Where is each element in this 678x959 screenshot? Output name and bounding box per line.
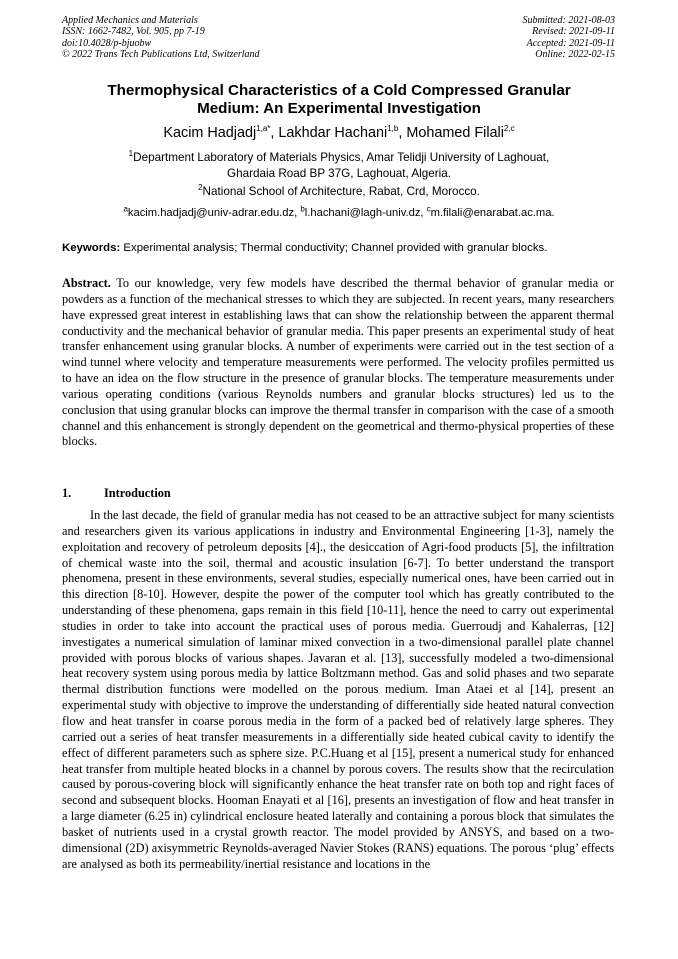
author-superscript: 2,c xyxy=(503,124,515,134)
email-address: m.filali@enarabat.ac.ma. xyxy=(430,207,555,219)
author-superscript: 1,b xyxy=(387,124,399,134)
author-name: Kacim Hadjadj xyxy=(163,125,257,141)
date-accepted: Accepted: 2021-09-11 xyxy=(526,37,615,49)
affiliation-superscript: 2 xyxy=(198,183,203,193)
keywords-label: Keywords: xyxy=(62,242,121,254)
section-heading xyxy=(62,486,171,501)
email-superscript: b xyxy=(300,204,305,214)
author-superscript: 1,a* xyxy=(256,124,271,134)
abstract-text: To our knowledge, very few models have described the thermal behavior of granular media or powders as a function of the mechanical stresses to which they are subjected. In recent years, many researchers have expressed great interest in establishing laws that can show the relationship between the apparent thermal conductivity and the mechanical behavior of granular media. This paper presents an experimental study of heat transfer enhancement using granular blocks. A number of experiments were carried out in the test section of a wind tunnel where velocity and temperature measurements were performed. The velocity profiles permitted us to have an idea on the flow structure in the presence of granular blocks. The temperature measurements under various operating conditions (various Reynolds numbers and granular blocks structures) led us to the conclusion that using granular blocks can improve the thermal transfer in comparison with the case of a smooth channel and this enhancement is strongly dependent on the geometrical and thermo-physical properties of these blocks. xyxy=(62,276,614,449)
title-line-1: Thermophysical Characteristics of a Cold Compressed Granular xyxy=(107,82,571,99)
journal-issn: ISSN: 1662-7482, Vol. 905, pp 7-19 xyxy=(62,26,205,38)
email-superscript: c xyxy=(426,204,431,214)
affiliation-1 xyxy=(40,150,638,181)
affiliation-line: National School of Architecture, Rabat, Crd, Morocco. xyxy=(202,185,480,198)
journal-header xyxy=(62,15,260,61)
affiliation-line: Ghardaia Road BP 37G, Laghouat, Algeria. xyxy=(227,166,451,180)
email-address: kacim.hadjadj@univ-adrar.edu.dz, xyxy=(127,207,301,219)
email-address: l.hachani@lagh-univ.dz, xyxy=(304,207,427,219)
affiliation-2 xyxy=(40,184,638,200)
author-list xyxy=(40,124,638,142)
section-number: 1. xyxy=(62,486,72,500)
author-name: Mohamed Filali xyxy=(406,125,504,141)
abstract-label: Abstract. xyxy=(62,276,111,290)
date-online: Online: 2022-02-15 xyxy=(535,49,615,61)
affiliation-superscript: 1 xyxy=(128,149,134,159)
keywords-text: Experimental analysis; Thermal conductivity; Channel provided with granular blocks. xyxy=(120,242,548,254)
journal-copyright: © 2022 Trans Tech Publications Ltd, Switzerland xyxy=(62,49,260,61)
affiliation-line: Department Laboratory of Materials Physics, Amar Telidji University of Laghouat, xyxy=(133,151,550,164)
author-name: Lakhdar Hachani xyxy=(278,125,388,141)
title-line-2: Medium: An Experimental Investigation xyxy=(197,100,481,117)
section-title: Introduction xyxy=(104,486,171,500)
journal-name: Applied Mechanics and Materials xyxy=(62,15,198,26)
intro-paragraph: In the last decade, the field of granular media has not ceased to be an attractive subject for many scientists and researchers given its various applications in industry and Environmental Engineering [1-3], namely the exploitation and recovery of petroleum deposits [4]., the desiccation of Agri-food products [5], the infiltration of chemical waste into the soil, thermal and acoustic insulation [6-7]. To better understand the transport phenomena, present in these environments, several studies, especially numerical ones, have been carried out in this direction [8-10]. However, despite the power of the computer tool which has greatly contributed to the understanding of these phenomena, gaps remain in this field [10-11], hence the need to carry out experimental studies in order to take into account the practical uses of porous media. Guerroudj and Kahalerras, [12] investigates a numerical simulation of laminar mixed convection in a two-dimensional parallel plate channel provided with porous blocks of various shapes. Javaran et al. [13], successfully modeled a two-dimensional heat recovery system using porous media by lattice Boltzmann method. Gas and solid phases and two separate thermal distribution functions were modelled on the porous medium. Iman Ataei et al [14], present an experimental study with objective to improve the understanding of differentially side heated natural convection flow and heat transfer in coarse porous media in the form of a packed bed of relatively large spheres. They carried out a series of heat transfer measurements in a differentially side heated cubical cavity to identify the effect of different parameters such as sphere size. P.C.Huang et al [15], present a numerical study for enhanced heat transfer from multiple heated blocks in a channel by porous covers. The results show that the recirculation caused by porous-covering block will significantly enhance the heat transfer rate on both top and right faces of second and subsequent blocks. Hooman Enayati et al [16], presents an investigation of flow and heat transfer in a large diameter (6.25 in) cylindrical enclosure heated laterally and containing a porous block that simulates the basket of nutrients used in a crystal growth reactor. The model provided by ANSYS, and based on a two-dimensional (2D) axisymmetric Reynolds-averaged Navier Stokes (RANS) equations. The porous ‘plug’ effects are analysed as both its permeability/inertial resistance and locations in the xyxy=(62,508,614,871)
email-superscript: a xyxy=(123,204,128,214)
abstract xyxy=(62,276,614,450)
author-emails xyxy=(40,206,638,221)
dates-header xyxy=(523,15,616,61)
journal-doi: doi:10.4028/p-bjuobw xyxy=(62,37,152,49)
date-submitted: Submitted: 2021-08-03 xyxy=(522,15,615,26)
date-revised: Revised: 2021-09-11 xyxy=(532,26,615,38)
author-separator: , xyxy=(270,125,279,141)
author-separator: , xyxy=(398,125,407,141)
paper-title xyxy=(40,82,638,118)
keywords xyxy=(62,241,618,256)
